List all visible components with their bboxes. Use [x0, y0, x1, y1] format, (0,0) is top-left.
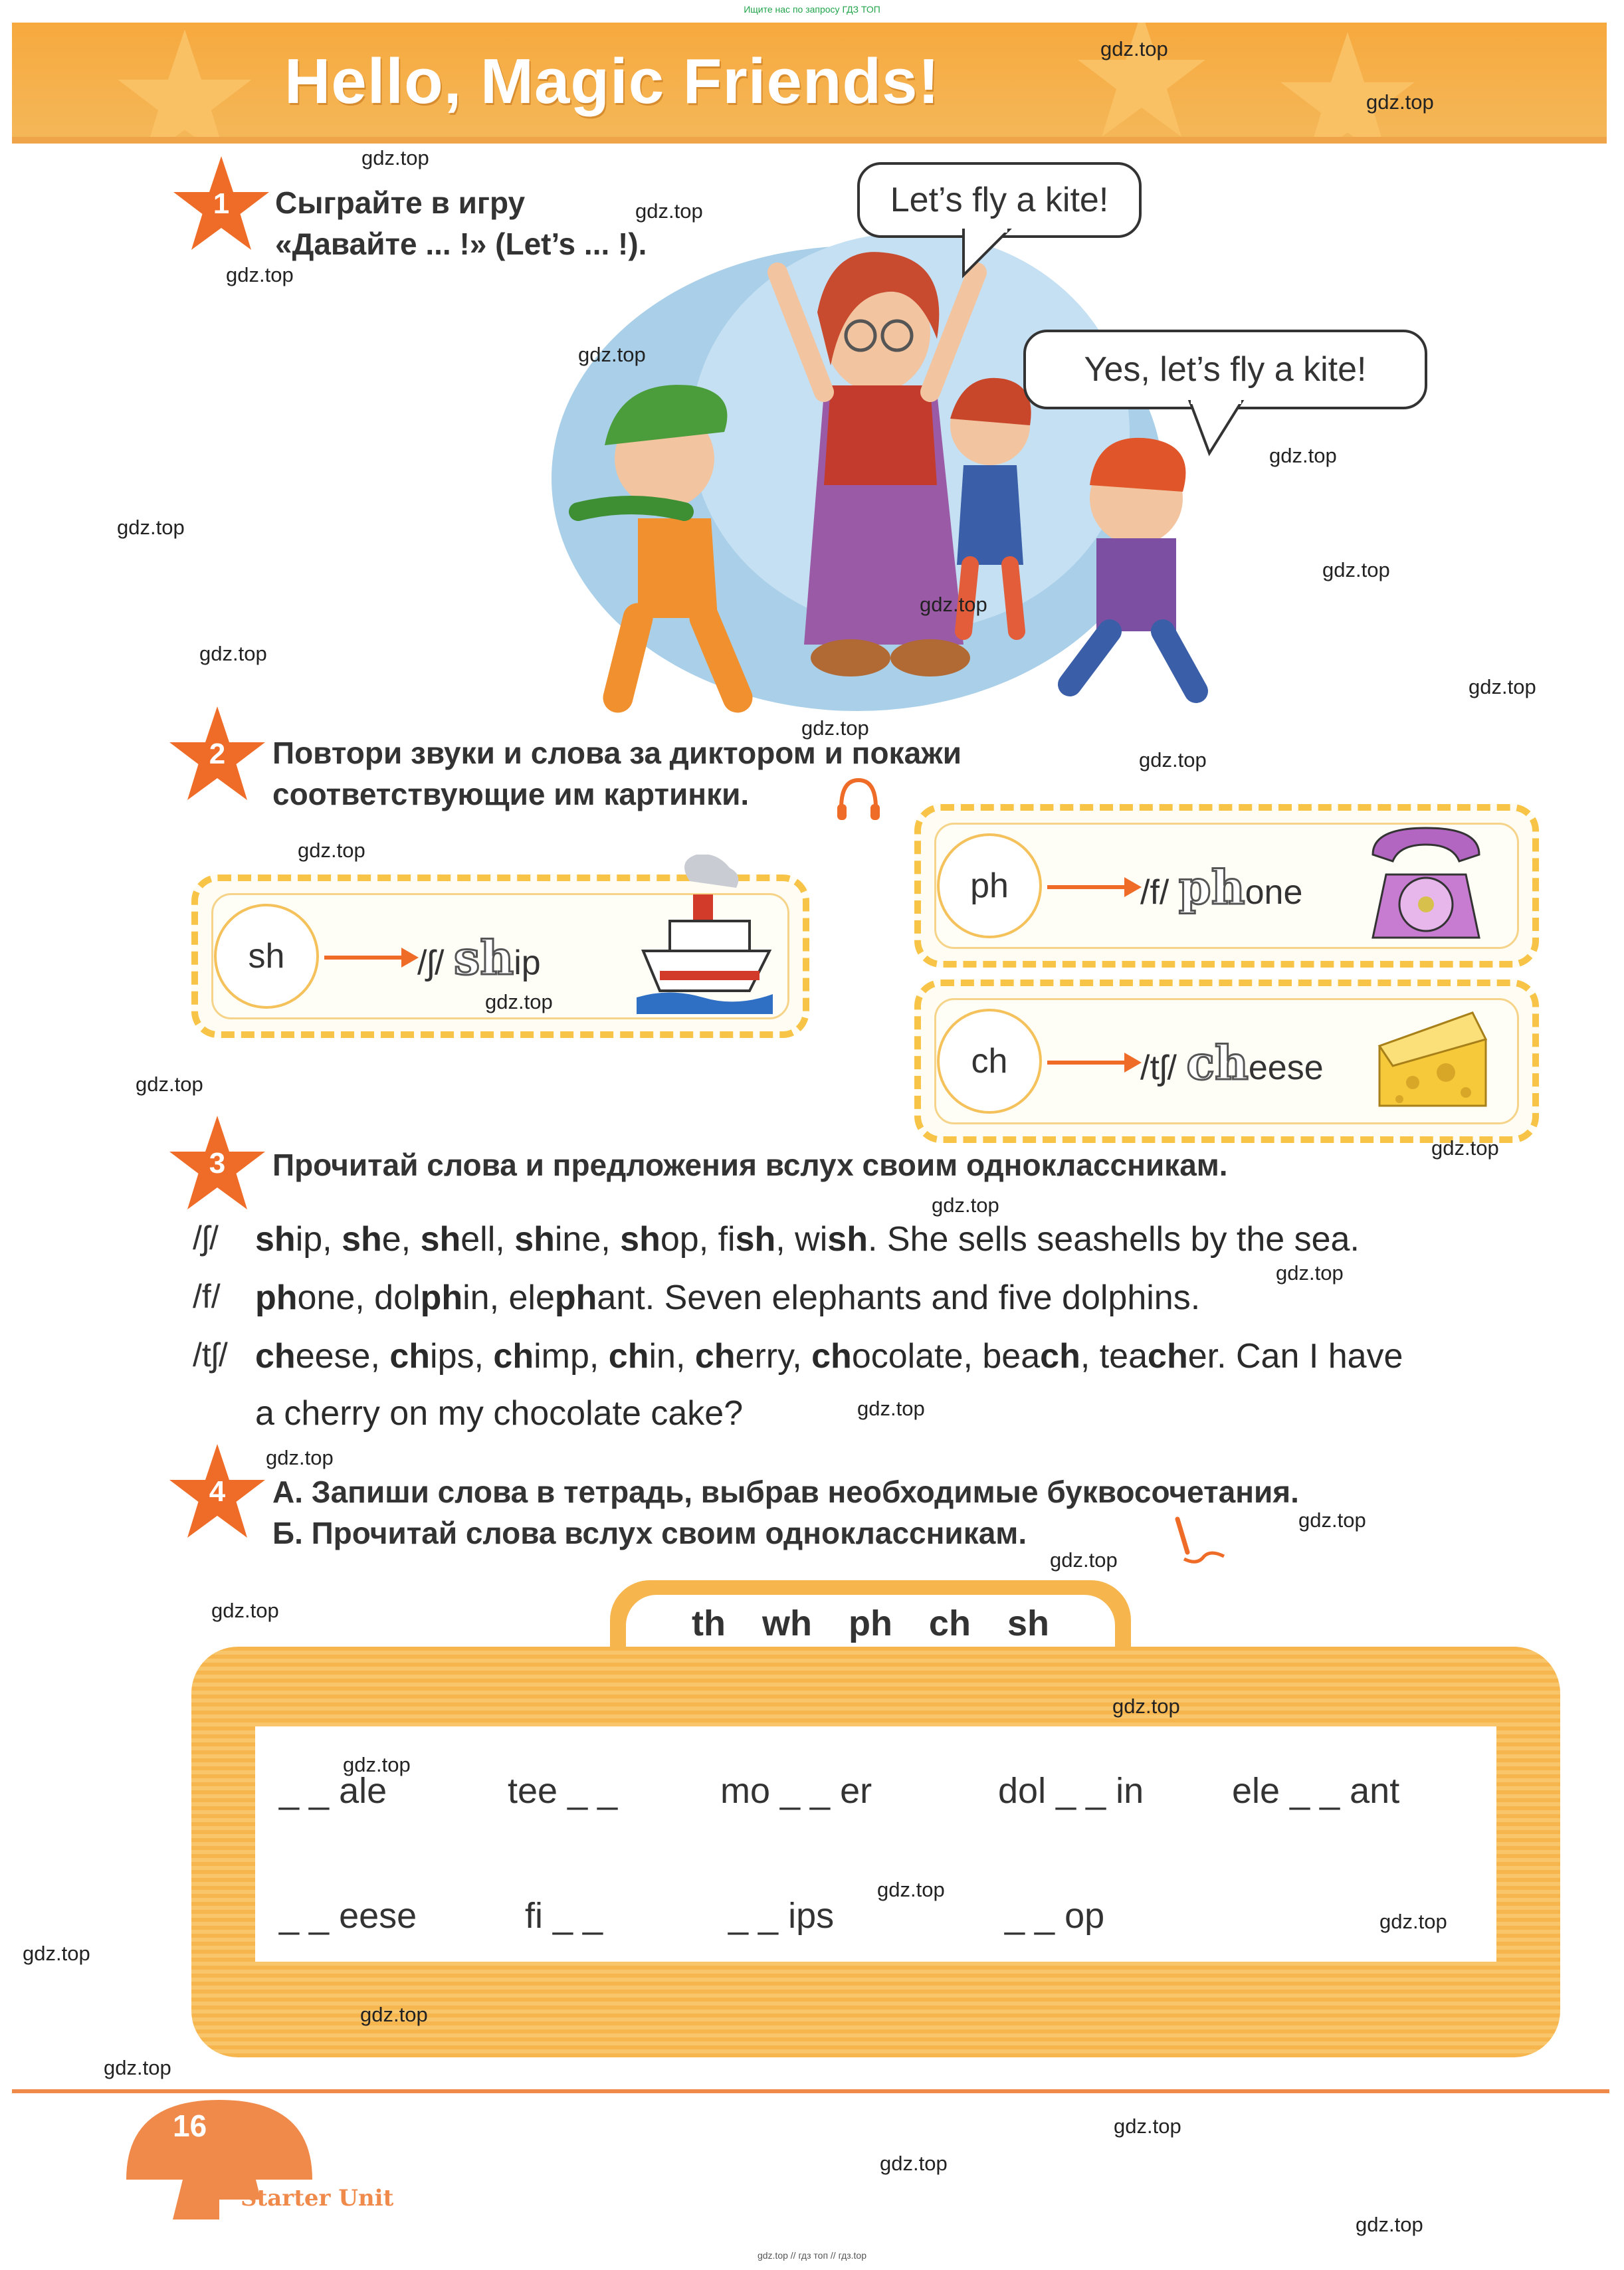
- watermark: gdz.top: [1114, 2115, 1181, 2138]
- sound-symbol-ch: /tʃ/: [193, 1336, 228, 1374]
- phonics-card-ph: [914, 804, 1539, 968]
- sound-word: /tʃ/ cheese: [1140, 1035, 1324, 1090]
- watermark: gdz.top: [1050, 1548, 1118, 1572]
- arrow-icon: [324, 956, 404, 960]
- watermark: gdz.top: [1469, 675, 1536, 698]
- gap-word: mo _ _ er: [720, 1771, 872, 1811]
- gap-word: _ _ op: [1005, 1896, 1105, 1936]
- watermark: gdz.top: [1100, 37, 1168, 60]
- sound-word: /ʃ/ ship: [417, 930, 541, 985]
- exercise-number-2: 2: [167, 704, 267, 804]
- pen-icon: [1164, 1512, 1231, 1572]
- bubble-tail-icon: [957, 229, 1017, 282]
- bubble-tail-icon: [1183, 400, 1249, 460]
- watermark: gdz.top: [635, 199, 703, 223]
- watermark: gdz.top: [199, 642, 267, 665]
- star-decoration-icon: [1274, 29, 1421, 144]
- word-board: [191, 1647, 1560, 2057]
- phonics-card-ch: [914, 980, 1539, 1143]
- watermark: gdz.top: [1112, 1695, 1180, 1718]
- sound-word: /f/ phone: [1140, 860, 1303, 915]
- letters-circle: sh: [214, 904, 319, 1009]
- watermark: gdz.top: [1431, 1136, 1499, 1160]
- phone-icon: [1360, 821, 1492, 948]
- watermark: gdz.top: [117, 516, 185, 539]
- header-banner: [12, 23, 1607, 144]
- watermark: gdz.top: [104, 2056, 171, 2079]
- gap-word: _ _ eese: [279, 1896, 417, 1936]
- exercise-3-instruction: Прочитай слова и предложения вслух своим одноклассникам.: [272, 1148, 1228, 1182]
- watermark: gdz.top: [1356, 2213, 1423, 2236]
- watermark: gdz.top: [266, 1446, 334, 1469]
- star-decoration-icon: [112, 27, 258, 144]
- gap-word: ele _ _ ant: [1232, 1771, 1400, 1811]
- speech-bubble-2: Yes, let’s fly a kite!: [1023, 330, 1427, 409]
- gap-word: dol _ _ in: [998, 1771, 1144, 1811]
- ship-icon: [630, 855, 776, 1014]
- watermark: gdz.top: [1139, 748, 1207, 772]
- sound-symbol-sh: /ʃ/: [193, 1219, 219, 1257]
- exercise-number-1: 1: [171, 154, 271, 254]
- reading-line-3: cheese, chips, chimp, chin, cherry, chocolate, beach, teacher. Can I have: [255, 1337, 1403, 1376]
- watermark: gdz.top: [1366, 90, 1434, 114]
- watermark: gdz.top: [211, 1599, 279, 1622]
- letters-circle: ch: [937, 1009, 1042, 1114]
- exercise-number-4: 4: [167, 1442, 267, 1542]
- watermark: gdz.top: [136, 1073, 203, 1096]
- reading-line-4: a cherry on my chocolate cake?: [255, 1394, 744, 1433]
- watermark: gdz.top: [932, 1193, 999, 1217]
- exercise-number-3: 3: [167, 1114, 267, 1213]
- exercise-2-instruction: Повтори звуки и слова за диктором и покажи соответствующие им картинки.: [272, 736, 962, 811]
- headphones-icon: [832, 774, 885, 827]
- arrow-icon: [1047, 1061, 1127, 1065]
- gap-word: _ _ ale: [279, 1771, 387, 1811]
- watermark: gdz.top: [360, 2003, 428, 2026]
- watermark: gdz.top: [485, 990, 553, 1013]
- gap-word: fi _ _: [525, 1896, 603, 1936]
- reading-line-1: ship, she, shell, shine, shop, fish, wish. She sells seashells by the sea.: [255, 1220, 1360, 1259]
- reading-line-2: phone, dolphin, elephant. Seven elephants and five dolphins.: [255, 1279, 1201, 1317]
- watermark: gdz.top: [880, 2152, 948, 2175]
- watermark: gdz.top: [857, 1397, 925, 1420]
- gap-word: tee _ _: [508, 1771, 618, 1811]
- top-note: Ищите нас по запросу ГДЗ ТОП: [744, 4, 880, 15]
- children-illustration: [538, 166, 1209, 738]
- watermark: gdz.top: [343, 1753, 411, 1776]
- exercise-1-instruction: Сыграйте в игру «Давайте ... !» (Let’s ... !).: [275, 185, 647, 261]
- watermark: gdz.top: [298, 839, 365, 862]
- watermark: gdz.top: [361, 146, 429, 169]
- page-number: 16: [173, 2109, 207, 2143]
- gap-word: _ _ ips: [728, 1896, 835, 1936]
- arrow-icon: [1047, 885, 1127, 889]
- bottom-note: gdz.top // гдз топ // гдз.top: [757, 2250, 867, 2261]
- letters-circle: ph: [937, 833, 1042, 938]
- sound-symbol-f: /f/: [193, 1278, 221, 1315]
- watermark: gdz.top: [1276, 1261, 1344, 1285]
- watermark: gdz.top: [578, 343, 646, 366]
- word-sheet: [255, 1726, 1496, 1962]
- watermark: gdz.top: [877, 1878, 945, 1901]
- watermark: gdz.top: [23, 1942, 90, 1965]
- watermark: gdz.top: [801, 716, 869, 740]
- exercise-4-instruction: А. Запиши слова в тетрадь, выбрав необходимые буквосочетания. Б. Прочитай слова вслух своим одноклассникам.: [272, 1475, 1299, 1550]
- letter-options: th wh ph ch sh: [692, 1603, 1049, 1643]
- watermark: gdz.top: [226, 263, 294, 286]
- cheese-icon: [1373, 999, 1492, 1112]
- page-title: Hello, Magic Friends!: [284, 46, 940, 117]
- watermark: gdz.top: [1379, 1910, 1447, 1933]
- watermark: gdz.top: [1322, 558, 1390, 581]
- watermark: gdz.top: [1298, 1508, 1366, 1532]
- unit-label: Starter Unit: [241, 2185, 394, 2212]
- speech-bubble-1: Let’s fly a kite!: [857, 162, 1142, 238]
- watermark: gdz.top: [1269, 444, 1337, 467]
- watermark: gdz.top: [920, 593, 987, 616]
